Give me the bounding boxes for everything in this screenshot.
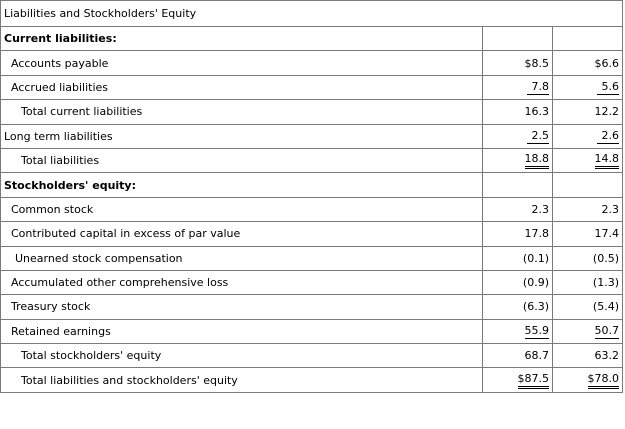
value-cell — [553, 270, 623, 294]
row-label-retained-earnings: Retained earnings — [1, 319, 483, 343]
row-label-contributed-capital: Contributed capital in excess of par value — [1, 222, 483, 246]
value-cell — [553, 124, 623, 148]
table-row — [1, 197, 623, 221]
value-cell — [483, 344, 553, 368]
table-row — [1, 344, 623, 368]
total-liabilities-col1: 18.8 — [525, 152, 550, 169]
row-label-accounts-payable: Accounts payable — [1, 51, 483, 75]
section-heading-current-liabilities: Current liabilities: — [1, 27, 483, 51]
row-label-total-current-liabilities: Total current liabilities — [1, 100, 483, 124]
aoci-col1: (0.9) — [522, 276, 549, 290]
value-cell — [553, 344, 623, 368]
total-liabilities-col2: 14.8 — [595, 152, 620, 169]
title-row — [1, 1, 623, 27]
table-row — [1, 270, 623, 294]
value-cell — [553, 319, 623, 343]
table-row — [1, 222, 623, 246]
value-cell — [483, 222, 553, 246]
row-label-common-stock: Common stock — [1, 197, 483, 221]
table-row — [1, 173, 623, 197]
retained-col1: 55.9 — [524, 323, 549, 337]
table-row — [1, 368, 623, 392]
section-heading-stockholders-equity: Stockholders' equity: — [1, 173, 483, 197]
table-row — [1, 319, 623, 343]
row-label-aoci: Accumulated other comprehensive loss — [1, 270, 483, 294]
table-row — [1, 124, 623, 148]
value-cell — [553, 51, 623, 75]
empty-cell — [483, 27, 553, 51]
value-cell — [483, 75, 553, 99]
contributed-capital-col1: 17.8 — [524, 227, 549, 241]
retained-col2: 50.7 — [594, 323, 619, 337]
table-row — [1, 100, 623, 124]
row-label-treasury-stock: Treasury stock — [1, 295, 483, 319]
treasury-col2: (5.4) — [592, 300, 619, 314]
contributed-capital-col2: 17.4 — [594, 227, 619, 241]
table-row — [1, 75, 623, 99]
row-label-unearned-stock-compensation: Unearned stock compensation — [1, 246, 483, 270]
value-cell — [483, 148, 553, 172]
unearned-comp-col2: (0.5) — [592, 251, 619, 265]
empty-cell — [553, 27, 623, 51]
table-row — [1, 295, 623, 319]
value-cell — [553, 148, 623, 172]
value-cell — [553, 100, 623, 124]
accounts-payable-col2: $6.6 — [594, 56, 619, 70]
value-cell — [483, 246, 553, 270]
treasury-col1: (6.3) — [522, 300, 549, 314]
value-cell — [483, 368, 553, 392]
total-liab-equity-col2: $78.0 — [588, 372, 620, 389]
value-cell — [483, 319, 553, 343]
row-label-total-stockholders-equity: Total stockholders' equity — [1, 344, 483, 368]
total-equity-col2: 63.2 — [594, 349, 619, 363]
value-cell — [483, 270, 553, 294]
table-row — [1, 51, 623, 75]
unearned-comp-col1: (0.1) — [522, 251, 549, 265]
table-row — [1, 27, 623, 51]
total-current-col2: 12.2 — [594, 105, 619, 119]
table-row — [1, 246, 623, 270]
long-term-col2: 2.6 — [597, 129, 619, 144]
value-cell — [483, 197, 553, 221]
total-current-col1: 16.3 — [524, 105, 549, 119]
value-cell — [553, 197, 623, 221]
empty-cell — [553, 173, 623, 197]
row-label-accrued-liabilities: Accrued liabilities — [1, 75, 483, 99]
row-label-total-liabilities-and-equity: Total liabilities and stockholders' equity — [1, 368, 483, 392]
value-cell — [553, 75, 623, 99]
value-cell — [483, 295, 553, 319]
value-cell — [553, 368, 623, 392]
long-term-col1: 2.5 — [527, 129, 549, 144]
accrued-liabilities-col1: 7.8 — [527, 80, 549, 95]
accounts-payable-col1: $8.5 — [524, 56, 549, 70]
value-cell — [553, 295, 623, 319]
table-row — [1, 148, 623, 172]
empty-cell — [483, 173, 553, 197]
value-cell — [553, 222, 623, 246]
total-equity-col1: 68.7 — [524, 349, 549, 363]
table-title: Liabilities and Stockholders' Equity — [1, 1, 623, 27]
value-cell — [483, 100, 553, 124]
value-cell — [483, 51, 553, 75]
common-stock-col2: 2.3 — [601, 202, 619, 216]
value-cell — [483, 124, 553, 148]
aoci-col2: (1.3) — [592, 276, 619, 290]
row-label-total-liabilities: Total liabilities — [1, 148, 483, 172]
common-stock-col1: 2.3 — [531, 202, 549, 216]
value-cell — [553, 246, 623, 270]
total-liab-equity-col1: $87.5 — [518, 372, 550, 389]
row-label-long-term-liabilities: Long term liabilities — [1, 124, 483, 148]
accrued-liabilities-col2: 5.6 — [597, 80, 619, 95]
